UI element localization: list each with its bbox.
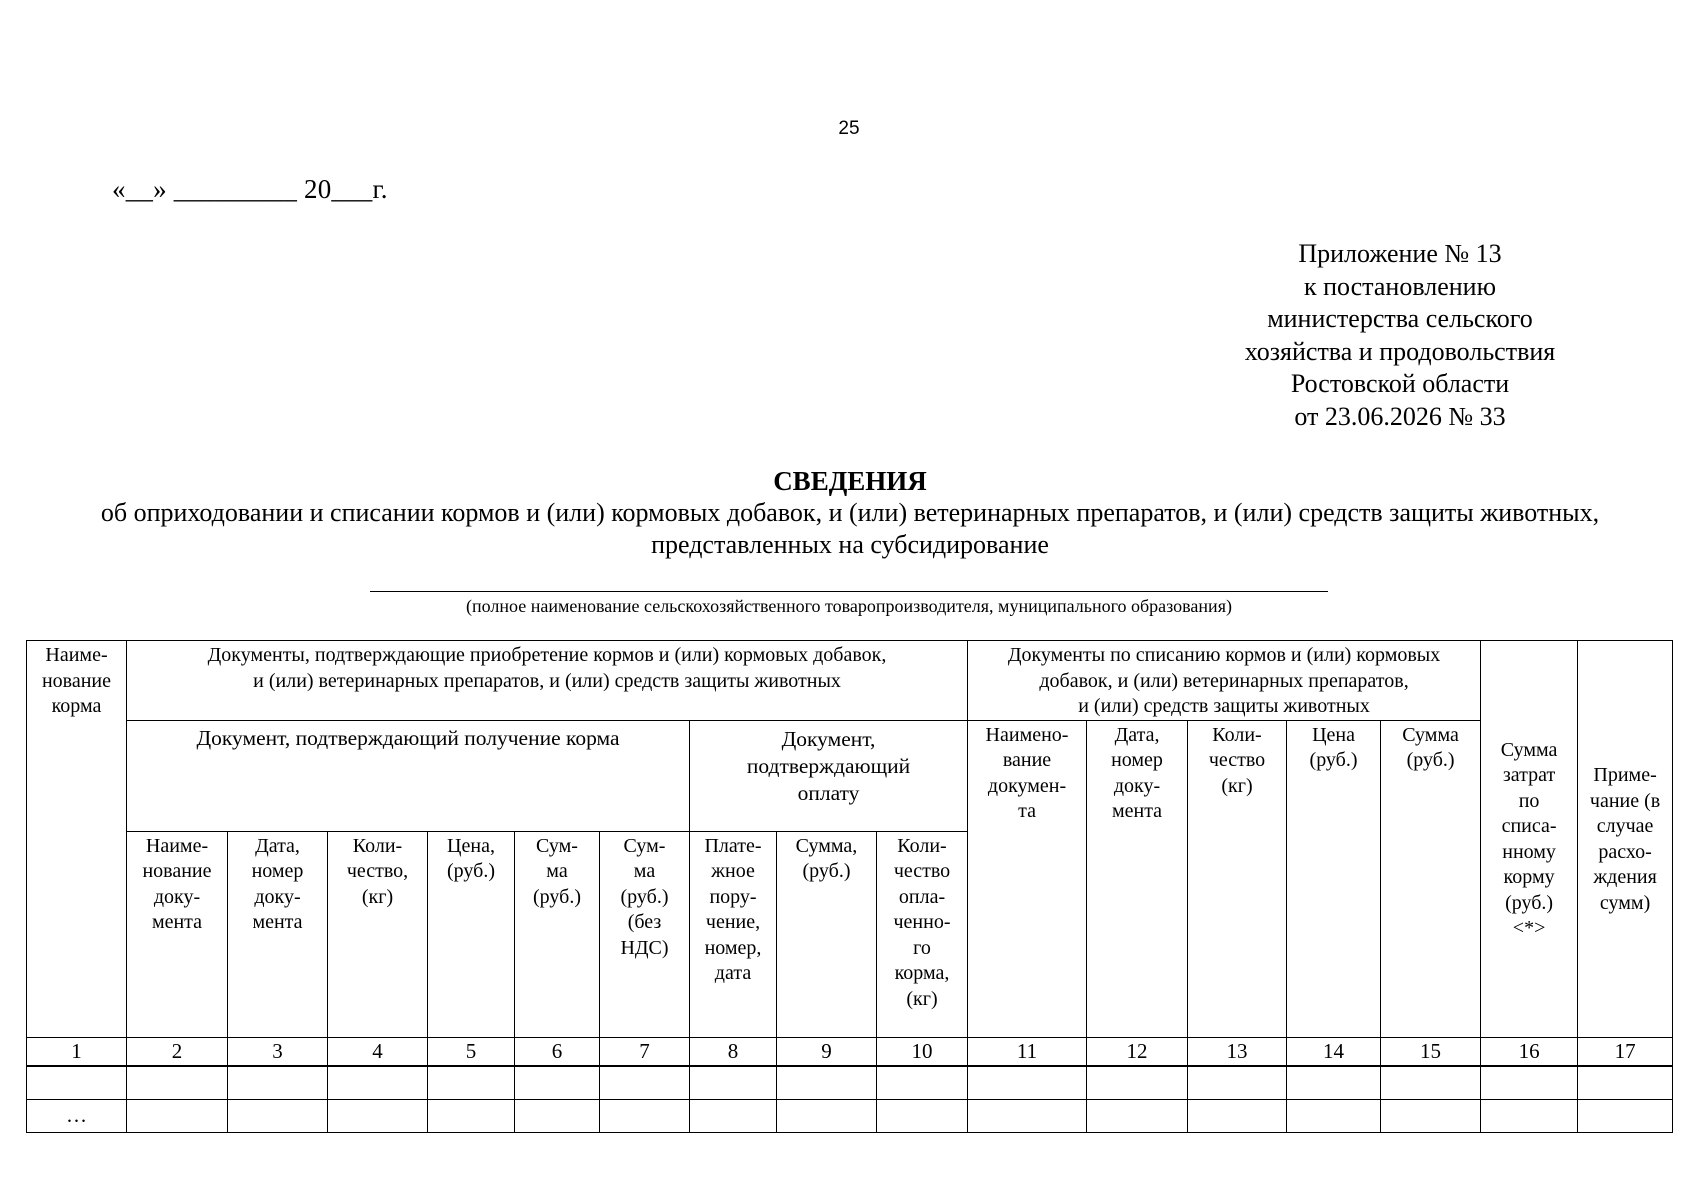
column-number: 3 — [228, 1037, 328, 1066]
header-acquisition-documents: Документы, подтверждающие приобретение кормов и (или) кормовых добавок, и (или) ветеринарных препаратов, и (или) средств защиты животных — [127, 641, 968, 721]
document-subtitle: об оприходовании и списании кормов и (или) кормовых добавок, и (или) ветеринарных препаратов, и (или) средств защиты животных, представленных на субсидирование — [100, 498, 1600, 559]
producer-name-line — [370, 591, 1328, 592]
header-col-11: Наимено- вание докумен- та — [968, 720, 1087, 1037]
table-cell[interactable] — [515, 1066, 600, 1099]
producer-caption: (полное наименование сельскохозяйственного товаропроизводителя, муниципального образования) — [466, 596, 1232, 616]
column-number: 12 — [1087, 1037, 1188, 1066]
table-cell[interactable] — [1287, 1066, 1381, 1099]
column-number: 6 — [515, 1037, 600, 1066]
ellipsis-cell: … — [27, 1099, 127, 1132]
header-payment-document: Документ, подтверждающий оплату — [690, 720, 968, 831]
column-number: 15 — [1381, 1037, 1481, 1066]
header-col-6: Сум- ма (руб.) — [515, 831, 600, 1037]
table-cell[interactable] — [428, 1099, 515, 1132]
appendix-line: Приложение № 13 — [1298, 239, 1502, 268]
table-cell[interactable] — [328, 1066, 428, 1099]
table-cell[interactable] — [690, 1099, 777, 1132]
table-cell[interactable] — [777, 1099, 877, 1132]
header-col-9: Сумма, (руб.) — [777, 831, 877, 1037]
table-cell[interactable] — [515, 1099, 600, 1132]
appendix-line: министерства сельского — [1267, 304, 1533, 333]
table-cell[interactable] — [1381, 1066, 1481, 1099]
table-cell[interactable] — [127, 1066, 228, 1099]
table-cell[interactable] — [600, 1066, 690, 1099]
column-number: 17 — [1578, 1037, 1673, 1066]
table-cell[interactable] — [1188, 1066, 1287, 1099]
column-number: 16 — [1481, 1037, 1578, 1066]
appendix-line: хозяйства и продовольствия — [1244, 336, 1556, 366]
column-number: 4 — [328, 1037, 428, 1066]
column-number: 13 — [1188, 1037, 1287, 1066]
header-col-13: Коли- чество (кг) — [1188, 720, 1287, 1037]
table-cell[interactable] — [600, 1099, 690, 1132]
header-col-8: Плате- жное пору- чение, номер, дата — [690, 831, 777, 1037]
table-cell[interactable] — [228, 1066, 328, 1099]
header-col-7: Сум- ма (руб.) (без НДС) — [600, 831, 690, 1037]
appendix-line: от 23.06.2026 № 33 — [1294, 401, 1506, 431]
table-cell[interactable] — [1578, 1099, 1673, 1132]
records-table — [26, 640, 1673, 1133]
table-cell[interactable] — [1381, 1099, 1481, 1132]
table-cell[interactable] — [27, 1066, 127, 1099]
header-col-5: Цена, (руб.) — [428, 831, 515, 1037]
column-number: 8 — [690, 1037, 777, 1066]
header-feed-name: Наиме- нование корма — [27, 641, 127, 1038]
table-cell[interactable] — [1578, 1066, 1673, 1099]
table-cell[interactable] — [428, 1066, 515, 1099]
table-cell[interactable] — [1087, 1099, 1188, 1132]
column-number: 1 — [27, 1037, 127, 1066]
header-col-4: Коли- чество, (кг) — [328, 831, 428, 1037]
header-col-15: Сумма (руб.) — [1381, 720, 1481, 1037]
table-cell[interactable] — [1481, 1099, 1578, 1132]
date-line: «__» _________ 20___г. — [112, 174, 388, 204]
header-writeoff-documents: Документы по списанию кормов и (или) кормовых добавок, и (или) ветеринарных препаратов, и (или) средств защиты животных — [968, 641, 1481, 721]
header-col-2: Наиме- нование доку- мента — [127, 831, 228, 1037]
page-number: 25 — [838, 118, 860, 139]
table-cell[interactable] — [1481, 1066, 1578, 1099]
table-cell[interactable] — [1087, 1066, 1188, 1099]
table-cell[interactable] — [690, 1066, 777, 1099]
table-cell[interactable] — [1188, 1099, 1287, 1132]
table-cell[interactable] — [877, 1099, 968, 1132]
table-cell[interactable] — [877, 1066, 968, 1099]
table-cell[interactable] — [228, 1099, 328, 1132]
header-writeoff-cost-sum: Сумма затрат по списа- нному корму (руб.) <*> — [1481, 641, 1578, 1038]
table-cell[interactable] — [127, 1099, 228, 1132]
header-col-3: Дата, номер доку- мента — [228, 831, 328, 1037]
header-receipt-document: Документ, подтверждающий получение корма — [127, 720, 690, 831]
column-number: 2 — [127, 1037, 228, 1066]
column-number: 5 — [428, 1037, 515, 1066]
table-cell[interactable] — [968, 1099, 1087, 1132]
header-col-14: Цена (руб.) — [1287, 720, 1381, 1037]
table-cell[interactable] — [328, 1099, 428, 1132]
table-row — [27, 1066, 1673, 1099]
document-header — [100, 465, 1600, 561]
table-row — [27, 1099, 1673, 1132]
header-col-12: Дата, номер доку- мента — [1087, 720, 1188, 1037]
column-number: 7 — [600, 1037, 690, 1066]
appendix-line: Ростовской области — [1290, 369, 1510, 398]
table-cell[interactable] — [968, 1066, 1087, 1099]
header-col-10: Коли- чество опла- ченно- го корма, (кг) — [877, 831, 968, 1037]
table-cell[interactable] — [1287, 1099, 1381, 1132]
document-title: СВЕДЕНИЯ — [773, 466, 927, 496]
table-cell[interactable] — [777, 1066, 877, 1099]
column-number: 14 — [1287, 1037, 1381, 1066]
column-number: 11 — [968, 1037, 1087, 1066]
column-number: 9 — [777, 1037, 877, 1066]
appendix-reference — [1205, 238, 1595, 433]
header-note: Приме- чание (в случае расхо- ждения сумм) — [1578, 641, 1673, 1038]
appendix-line: к постановлению — [1303, 271, 1497, 301]
column-number: 10 — [877, 1037, 968, 1066]
